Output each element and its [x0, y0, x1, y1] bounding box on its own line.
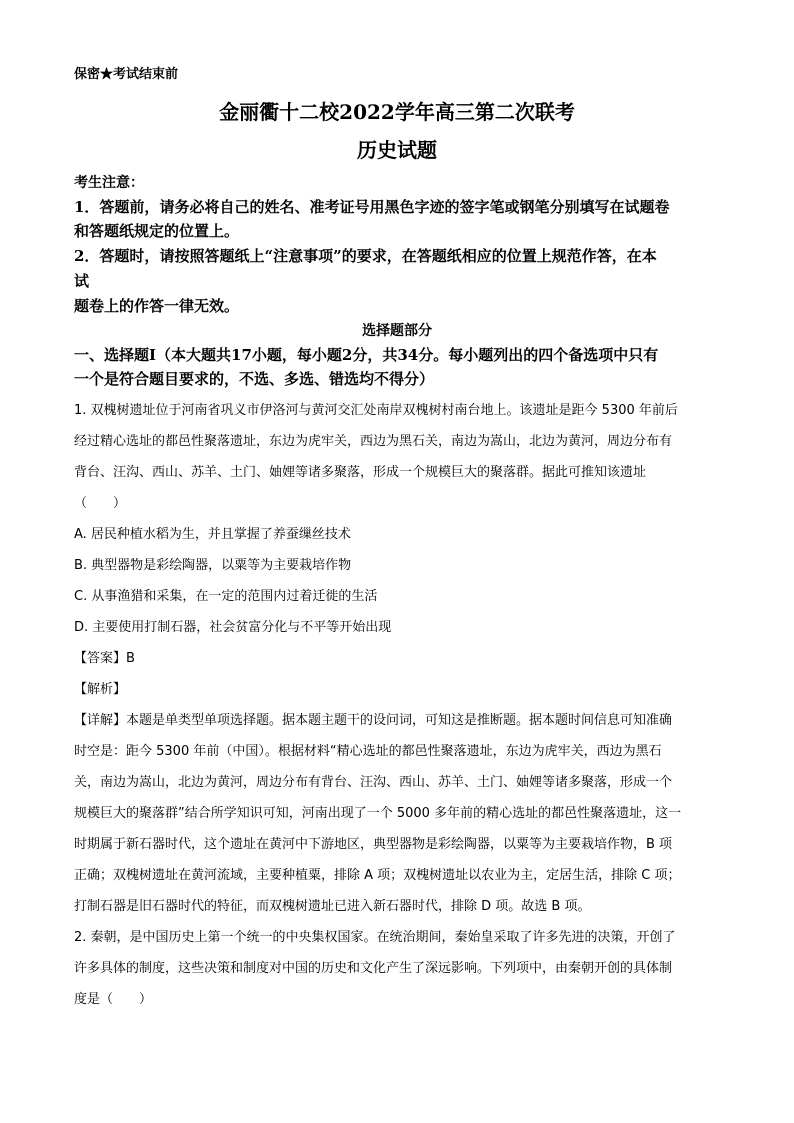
q1-detail-line-4: 规模巨大的聚落群”结合所学知识可知，河南出现了一个 5000 多年前的精心选址的都邑性聚落遗址，这一: [74, 806, 682, 821]
section-heading-b: 一个是符合题目要求的，不选、多选、错选均不得分）: [74, 370, 435, 388]
notice-line-2a: 2．答题时，请按照答题纸上“注意事项”的要求，在答题纸相应的位置上规范作答，在本: [74, 247, 657, 265]
q1-detail-line-5: 时期属于新石器时代，这个遗址在黄河中下游地区，典型器物是彩绘陶器，以粟等为主要栽培作物，B 项: [74, 837, 673, 852]
q1-detail-line-7: 打制石器是旧石器时代的特征，而双槐树遗址已进入新石器时代，排除 D 项。故选 B 项。: [74, 899, 591, 914]
q1-answer: [74, 647, 135, 666]
q2-stem-line-3: 度是（ ）: [74, 992, 153, 1007]
exam-title: 金丽衢十二校2022学年高三第二次联考: [219, 100, 575, 124]
notice-line-2b: 试: [74, 272, 90, 290]
answer-tag: 【答案】: [74, 651, 127, 666]
notice-line-1a: 1．答题前，请务必将自己的姓名、准考证号用黑色字迹的签字笔或钢笔分别填写在试题卷: [74, 198, 670, 216]
q2-stem-line-1: 2. 秦朝，是中国历史上第一个统一的中央集权国家。在统治期间，秦始皇采取了许多先进的决策，开创了: [74, 930, 676, 945]
q1-stem-line-3: 背台、汪沟、西山、苏羊、土门、妯娌等诸多聚落，形成一个规模巨大的聚落群。据此可推知该遗址: [74, 465, 647, 480]
notice-line-1b: 和答题纸规定的位置上。: [74, 222, 240, 240]
q1-detail-line-6: 正确；双槐树遗址在黄河流域，主要种植粟，排除 A 项；双槐树遗址以农业为主，定居生活，排除 C 项；: [74, 868, 681, 883]
notice-heading: 考生注意：: [74, 175, 144, 191]
q1-answer-blank: （ ）: [74, 496, 127, 511]
q1-detail-line-2: 时空是：距今 5300 年前（中国）。根据材料“精心选址的都邑性聚落遗址，东边为虎牢关，西边为黑石: [74, 744, 662, 759]
q1-stem-line-2: 经过精心选址的都邑性聚落遗址，东边为虎牢关，西边为黑石关，南边为嵩山，北边为黄河，周边分布有: [74, 434, 673, 449]
q1-stem-line-1: 1. 双槐树遗址位于河南省巩义市伊洛河与黄河交汇处南岸双槐树村南台地上。该遗址是距今 5300 年前后: [74, 403, 678, 418]
subject-title: 历史试题: [357, 138, 437, 162]
confidential-mark: 保密★考试结束前: [74, 67, 179, 82]
q1-detail-line-1: [74, 709, 672, 728]
detail-text-1: 本题是单类型单项选择题。据本题主题干的设问词，可知这是推断题。据本题时间信息可知准确: [126, 713, 673, 728]
q1-option-a: A. 居民种植水稻为生，并且掌握了养蚕缫丝技术: [74, 527, 351, 542]
q1-option-c: C. 从事渔猎和采集，在一定的范围内过着迁徙的生活: [74, 589, 378, 604]
q1-option-b: B. 典型器物是彩绘陶器，以粟等为主要栽培作物: [74, 558, 352, 573]
q2-stem-line-2: 许多具体的制度，这些决策和制度对中国的历史和文化产生了深远影响。下列项中，由秦朝开创的具体制: [74, 961, 673, 976]
notice-line-2c: 题卷上的作答一律无效。: [74, 297, 240, 315]
section-heading-a: 一、选择题Ⅰ（本大题共17小题，每小题2分，共34分。每小题列出的四个备选项中只有: [74, 346, 659, 364]
q1-analysis-tag: 【解析】: [74, 682, 127, 697]
answer-value: B: [126, 651, 135, 666]
q1-option-d: D. 主要使用打制石器，社会贫富分化与不平等开始出现: [74, 620, 392, 635]
detail-tag: 【详解】: [74, 713, 127, 728]
q1-detail-line-3: 关，南边为嵩山，北边为黄河，周边分布有背台、汪沟、西山、苏羊、土门、妯娌等诸多聚落，形成一个: [74, 775, 673, 790]
section-part-title: 选择题部分: [362, 323, 432, 339]
